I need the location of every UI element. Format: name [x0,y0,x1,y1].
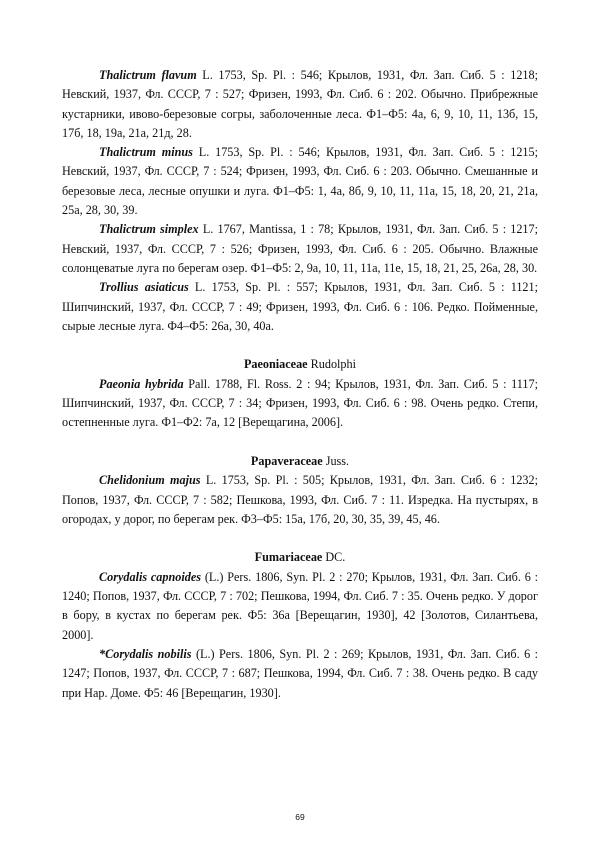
species-name: *Corydalis nobilis [99,646,192,661]
family-name: Paeoniaceae [243,357,308,372]
family-heading-paeoniaceae [62,355,538,374]
page-number: 69 [295,812,305,822]
species-name: Chelidonium majus [99,473,201,488]
species-description: Pall. 1788, Fl. Ross. 2 : 94; Крылов, 1931, Фл. Зап. Сиб. 5 : 1117; Шипчинский, 1937, Фл. СССР, 7 : 34; Фризен, 1993, Фл. Сиб. 6 : 98. Очень редко. Степи, остепненные луга. Ф1–Ф2: 7а, 12 [Верещагина, 2006]. [62,376,538,430]
family-name: Fumariaceae [254,550,323,565]
section-spacer [62,433,538,452]
family-name: Papaveraceae [250,453,323,468]
species-name: Corydalis capnoides [99,569,201,584]
species-entry [62,375,538,433]
species-entry [62,568,538,645]
species-entry [62,220,538,278]
family-author: DC. [322,550,346,565]
family-author: Rudolphi [307,357,357,372]
family-heading-papaveraceae [62,452,538,471]
species-entry [62,143,538,220]
species-description: L. 1767, Mantissa, 1 : 78; Крылов, 1931, Фл. Зап. Сиб. 5 : 1217; Невский, 1937, Фл. СССР, 7 : 526; Фризен, 1993, Фл. Сиб. 6 : 205. Обычно. Влажные солонцеватые луга по берегам озер. Ф1–Ф5: 2, 9а, 10, 11, 11а, 11е, 15, 18, 21, 25, 26а, 28, 30. [62,222,539,275]
species-name: Trollius asiaticus [99,280,189,295]
species-name: Thalictrum flavum [99,68,197,82]
species-description: L. 1753, Sp. Pl. : 505; Крылов, 1931, Фл. Зап. Сиб. 6 : 1232; Попов, 1937, Фл. СССР, 7 : 582; Пешкова, 1993, Фл. Сиб. 7 : 11. Изредка. На пустырях, в огородах, у дорог, по берегам рек. Ф3–Ф5: 15а, 17б, 20, 30, 35, 39, 45, 46. [62,473,538,526]
page-content [62,66,538,703]
species-description: L. 1753, Sp. Pl. : 546; Крылов, 1931, Фл. Зап. Сиб. 5 : 1215; Невский, 1937, Фл. СССР, 7 : 524; Фризен, 1993, Фл. Сиб. 6 : 203. Обычно. Смешанные и березовые леса, лесные опушки и луга. Ф1–Ф5: 1, 4а, 8б, 9, 10, 11, 11а, 15, 18, 20, 21, 21а, 25а, 28, 30, 39. [62,145,538,218]
species-description: L. 1753, Sp. Pl. : 546; Крылов, 1931, Фл. Зап. Сиб. 5 : 1218; Невский, 1937, Фл. СССР, 7 : 527; Фризен, 1993, Фл. Сиб. 6 : 202. Обычно. Прибрежные кустарники, ивово-березовые согры, заболоченные леса. Ф1–Ф5: 4а, 6, 9, 10, 11, 13б, 15, 17б, 18, 19а, 21а, 21д, 28. [62,68,539,140]
species-description: (L.) Pers. 1806, Syn. Pl. 2 : 269; Крылов, 1931, Фл. Зап. Сиб. 6 : 1247; Попов, 1937, Фл. СССР, 7 : 687; Пешкова, 1994, Фл. Сиб. 7 : 38. Очень редко. В саду при Нар. Доме. Ф5: 46 [Верещагин, 1930]. [62,646,538,700]
species-name: Thalictrum simplex [99,222,199,237]
species-entry [62,66,538,143]
section-spacer [62,529,538,548]
species-entry [62,645,538,703]
species-name: Thalictrum minus [99,145,193,160]
family-author: Juss. [322,453,350,468]
species-name: Paeonia hybrida [99,376,184,391]
species-description: L. 1753, Sp. Pl. : 557; Крылов, 1931, Фл. Зап. Сиб. 5 : 1121; Шипчинский, 1937, Фл. СССР, 7 : 49; Фризен, 1993, Фл. Сиб. 6 : 106. Редко. Пойменные, сырые лесные луга. Ф4–Ф5: 26а, 30, 40а. [62,280,538,333]
family-heading-fumariaceae [62,548,538,567]
section-spacer [62,336,538,355]
species-description: (L.) Pers. 1806, Syn. Pl. 2 : 270; Крылов, 1931, Фл. Зап. Сиб. 6 : 1240; Попов, 1937, Фл. СССР, 7 : 702; Пешкова, 1994, Фл. Сиб. 7 : 35. Очень редко. У дорог в бору, в кустах по берегам рек. Ф5: 36а [Верещагин, 1930], 42 [Золотов, Силантьева, 2000]. [62,569,538,642]
species-entry [62,278,538,336]
species-entry [62,471,538,529]
